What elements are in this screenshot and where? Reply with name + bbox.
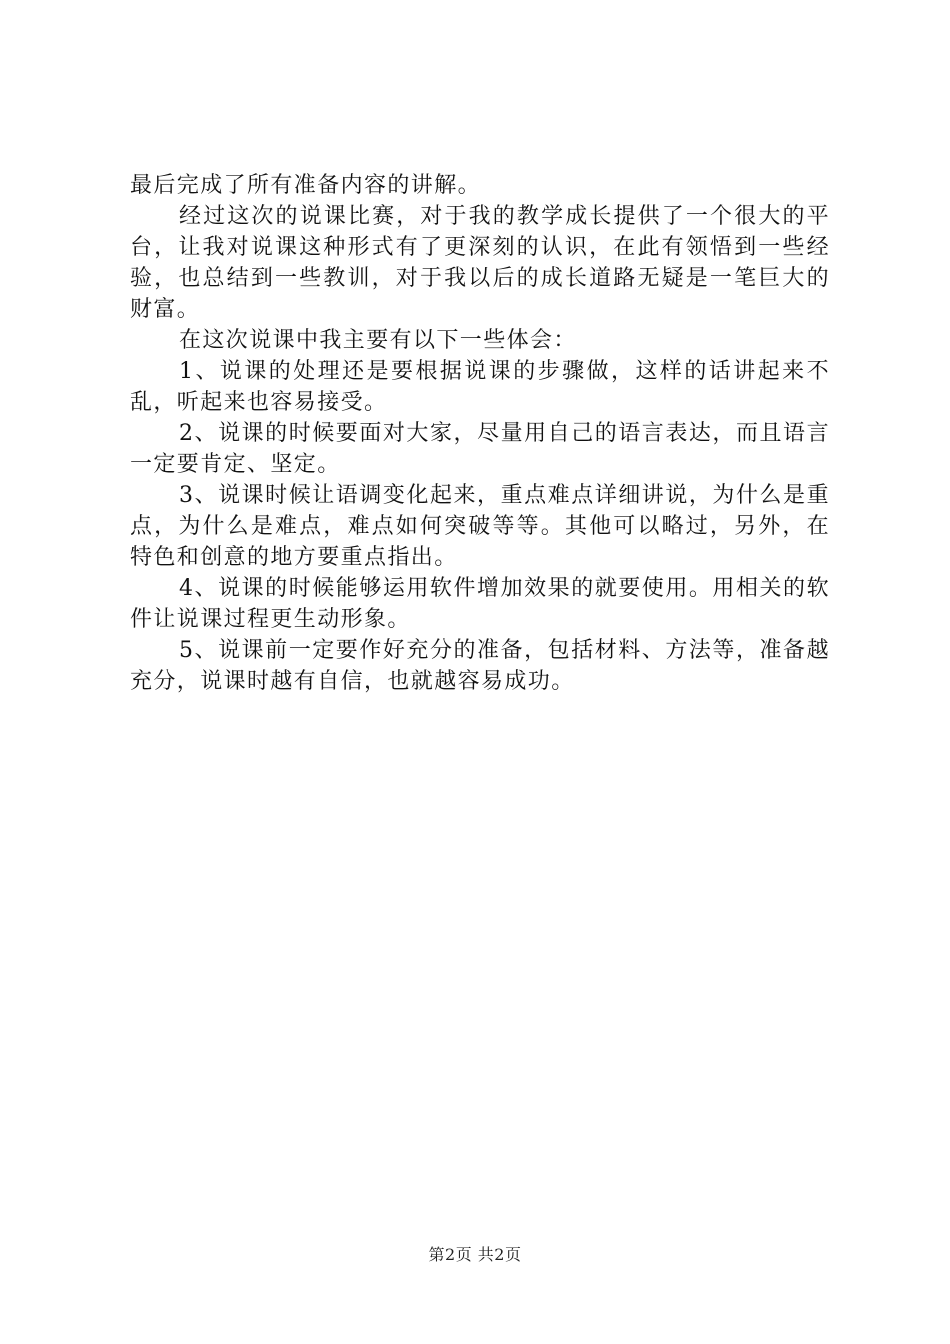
paragraph-point-2: 2、说课的时候要面对大家，尽量用自己的语言表达，而且语言一定要肯定、坚定。 bbox=[130, 421, 830, 477]
paragraph-reflection: 经过这次的说课比赛，对于我的教学成长提供了一个很大的平台，让我对说课这种形式有了更深刻的认识，在此有领悟到一些经验，也总结到一些教训，对于我以后的成长道路无疑是一笔巨大的财富。 bbox=[130, 204, 830, 322]
paragraph-point-1: 1、说课的处理还是要根据说课的步骤做，这样的话讲起来不乱，听起来也容易接受。 bbox=[130, 359, 830, 415]
paragraph-point-3: 3、说课时候让语调变化起来，重点难点详细讲说，为什么是重点，为什么是难点，难点如何突破等等。其他可以略过，另外，在特色和创意的地方要重点指出。 bbox=[130, 483, 830, 570]
paragraph-closing-line: 最后完成了所有准备内容的讲解。 bbox=[130, 173, 482, 198]
paragraph-point-4: 4、说课的时候能够运用软件增加效果的就要使用。用相关的软件让说课过程更生动形象。 bbox=[130, 576, 830, 632]
page-number-footer: 第2页 共2页 bbox=[428, 1245, 522, 1264]
paragraph-point-5: 5、说课前一定要作好充分的准备，包括材料、方法等，准备越充分，说课时越有自信，也就越容易成功。 bbox=[130, 638, 830, 694]
paragraph-insights-intro: 在这次说课中我主要有以下一些体会： bbox=[179, 328, 577, 353]
document-body bbox=[130, 170, 830, 697]
